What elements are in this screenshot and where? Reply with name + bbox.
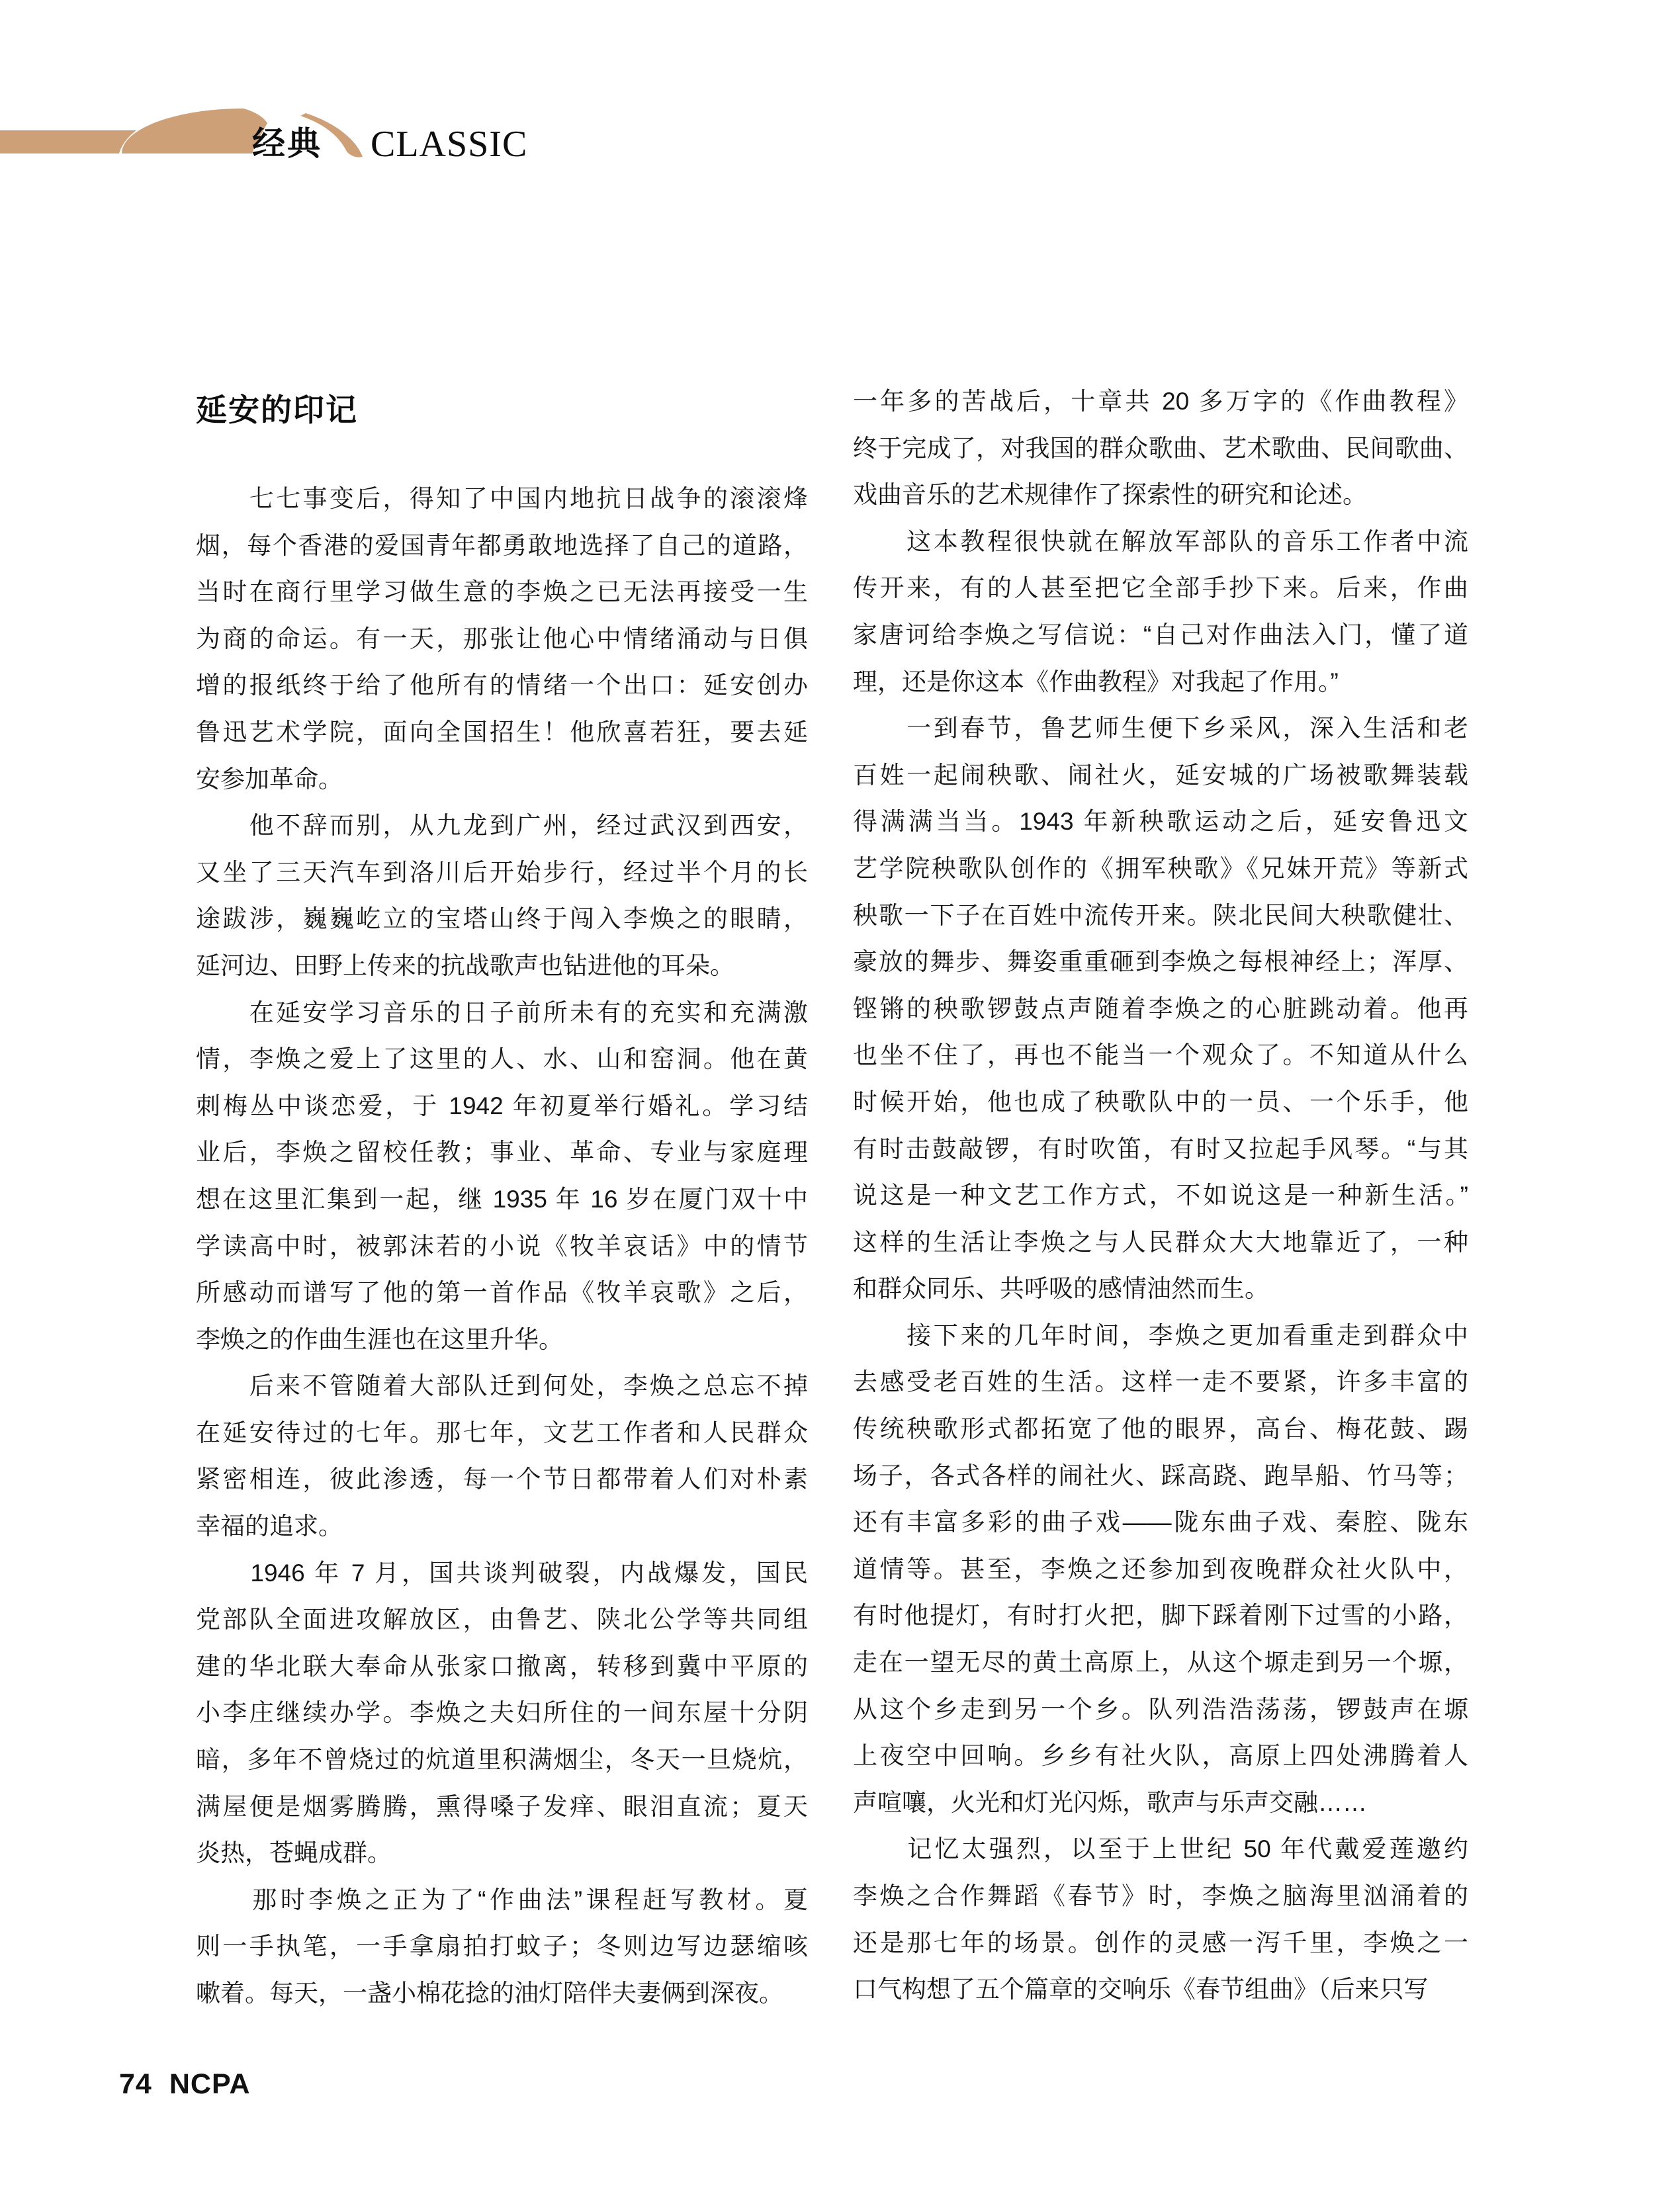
text-line: 李焕之合作舞蹈《春节》时，李焕之脑海里汹涌着的 [853,1882,1468,1909]
text-line: 烟，每个香港的爱国青年都勇敢地选择了自己的道路， [196,531,808,559]
text-line: 道情等。甚至，李焕之还参加到夜晚群众社火队中， [853,1555,1468,1583]
text-line: 在延安待过的七年。那七年，文艺工作者和人民群众 [196,1419,808,1446]
text-line: 得满满当当。1943 年新秧歌运动之后，延安鲁迅文 [853,808,1468,836]
logo-dome-shape [122,109,267,153]
text-line: 延河边、田野上传来的抗战歌声也钻进他的耳朵。 [196,951,734,979]
classic-section-logo [0,106,529,169]
text-line: 上夜空中回响。乡乡有社火队，高原上四处沸腾着人 [853,1742,1468,1770]
article-heading: 延安的印记 [196,392,358,427]
text-line: 安参加革命。 [196,765,343,793]
text-line: 传开来，有的人甚至把它全部手抄下来。后来，作曲 [853,574,1468,602]
text-line: 幸福的追求。 [196,1512,343,1540]
text-line: 去感受老百姓的生活。这样一走不要紧，许多丰富的 [853,1368,1468,1396]
text-line: 记忆太强烈，以至于上世纪 50 年代戴爱莲邀约 [853,1835,1468,1863]
text-line: 声喧嚷，火光和灯光闪烁，歌声与乐声交融…… [853,1788,1367,1816]
text-line: 增的报纸终于给了他所有的情绪一个出口：延安创办 [196,672,808,699]
text-line: 后来不管随着大部队迁到何处，李焕之总忘不掉 [196,1372,808,1400]
text-line: 又坐了三天汽车到洛川后开始步行，经过半个月的长 [196,858,808,886]
text-line: 1946 年 7 月，国共谈判破裂，内战爆发，国民 [196,1559,808,1587]
right-column [853,378,1468,2013]
text-line: 还有丰富多彩的曲子戏——陇东曲子戏、秦腔、陇东 [853,1509,1468,1536]
text-line: 暗，多年不曾烧过的炕道里积满烟尘，冬天一旦烧炕， [196,1746,808,1774]
text-line: 理，还是你这本《作曲教程》对我起了作用。” [853,668,1339,695]
text-line: 他不辞而别，从九龙到广州，经过武汉到西安， [196,812,808,840]
text-line: 途跋涉，巍巍屹立的宝塔山终于闯入李焕之的眼睛， [196,905,808,933]
text-line: 场子，各式各样的闹社火、踩高跷、跑旱船、竹马等； [853,1462,1468,1489]
text-line: 家唐诃给李焕之写信说：“自己对作曲法入门，懂了道 [853,621,1468,648]
logo-cn-label: 经典 [252,125,322,162]
text-line: 学读高中时，被郭沫若的小说《牧羊哀话》中的情节 [196,1232,808,1260]
text-line: 铿锵的秧歌锣鼓点声随着李焕之的心脏跳动着。他再 [853,994,1468,1022]
text-line: 所感动而谱写了他的第一首作品《牧羊哀歌》之后， [196,1279,808,1307]
text-line: 业后，李焕之留校任教；事业、革命、专业与家庭理 [196,1139,808,1166]
text-line: 那时李焕之正为了“作曲法”课程赶写教材。夏 [196,1886,808,1913]
text-line: 秧歌一下子在百姓中流传开来。陕北民间大秧歌健壮、 [853,901,1468,929]
text-line: 满屋便是烟雾腾腾，熏得嗓子发痒、眼泪直流；夏天 [196,1792,808,1820]
left-column [196,476,808,2017]
logo-bar-shape [0,130,136,153]
text-line: 想在这里汇集到一起，继 1935 年 16 岁在厦门双十中 [196,1185,808,1213]
text-line: 戏曲音乐的艺术规律作了探索性的研究和论述。 [853,481,1367,509]
text-line: 艺学院秧歌队创作的《拥军秧歌》《兄妹开荒》等新式 [853,854,1468,882]
text-line: 七七事变后，得知了中国内地抗日战争的滚滚烽 [196,485,808,512]
text-line: 建的华北联大奉命从张家口撤离，转移到冀中平原的 [196,1652,808,1680]
page-footer [119,2068,251,2101]
text-line: 嗽着。每天，一盏小棉花捻的油灯陪伴夫妻俩到深夜。 [196,1980,783,2007]
text-line: 当时在商行里学习做生意的李焕之已无法再接受一生 [196,578,808,606]
text-line: 一到春节，鲁艺师生便下乡采风，深入生活和老 [853,715,1468,742]
text-line: 和群众同乐、共呼吸的感情油然而生。 [853,1275,1269,1303]
text-line: 豪放的舞步、舞姿重重砸到李焕之每根神经上；浑厚、 [853,948,1468,976]
text-line: 从这个乡走到另一个乡。队列浩浩荡荡，锣鼓声在塬 [853,1695,1468,1723]
text-line: 说这是一种文艺工作方式，不如说这是一种新生活。” [853,1182,1468,1209]
text-line: 还是那七年的场景。创作的灵感一泻千里，李焕之一 [853,1929,1468,1956]
logo-en-label: CLASSIC [371,124,528,165]
text-line: 终于完成了，对我国的群众歌曲、艺术歌曲、民间歌曲、 [853,434,1468,462]
text-line: 则一手执笔，一手拿扇拍打蚊子；冬则边写边瑟缩咳 [196,1933,808,1960]
text-line: 也坐不住了，再也不能当一个观众了。不知道从什么 [853,1041,1468,1069]
text-line: 李焕之的作曲生涯也在这里升华。 [196,1325,563,1353]
page-number: 74 [119,2068,152,2100]
text-line: 这样的生活让李焕之与人民群众大大地靠近了，一种 [853,1228,1468,1256]
text-line: 百姓一起闹秧歌、闹社火，延安城的广场被歌舞装载 [853,761,1468,789]
text-line: 党部队全面进攻解放区，由鲁艺、陕北公学等共同组 [196,1606,808,1634]
text-line: 这本教程很快就在解放军部队的音乐工作者中流 [853,527,1468,555]
text-line: 有时击鼓敲锣，有时吹笛，有时又拉起手风琴。“与其 [853,1135,1468,1162]
brand-name: NCPA [169,2068,251,2100]
text-line: 口气构想了五个篇章的交响乐《春节组曲》（后来只写 [853,1976,1429,2003]
text-line: 有时他提灯，有时打火把，脚下踩着刚下过雪的小路， [853,1602,1468,1630]
text-line: 情，李焕之爱上了这里的人、水、山和窑洞。他在黄 [196,1045,808,1073]
text-line: 刺梅丛中谈恋爱，于 1942 年初夏举行婚礼。学习结 [196,1092,808,1119]
text-line: 走在一望无尽的黄土高原上，从这个塬走到另一个塬， [853,1649,1468,1677]
text-line: 传统秧歌形式都拓宽了他的眼界，高台、梅花鼓、踢 [853,1415,1468,1443]
text-line: 接下来的几年时间，李焕之更加看重走到群众中 [853,1321,1468,1349]
text-line: 小李庄继续办学。李焕之夫妇所住的一间东屋十分阴 [196,1699,808,1727]
text-line: 时候开始，他也成了秧歌队中的一员、一个乐手，他 [853,1088,1468,1116]
text-line: 一年多的苦战后，十章共 20 多万字的《作曲教程》 [853,388,1468,415]
text-line: 紧密相连，彼此渗透，每一个节日都带着人们对朴素 [196,1466,808,1493]
text-line: 炎热，苍蝇成群。 [196,1839,392,1867]
text-line: 鲁迅艺术学院，面向全国招生！他欣喜若狂，要去延 [196,718,808,746]
text-line: 为商的命运。有一天，那张让他心中情绪涌动与日俱 [196,625,808,652]
text-line: 在延安学习音乐的日子前所未有的充实和充满激 [196,998,808,1026]
